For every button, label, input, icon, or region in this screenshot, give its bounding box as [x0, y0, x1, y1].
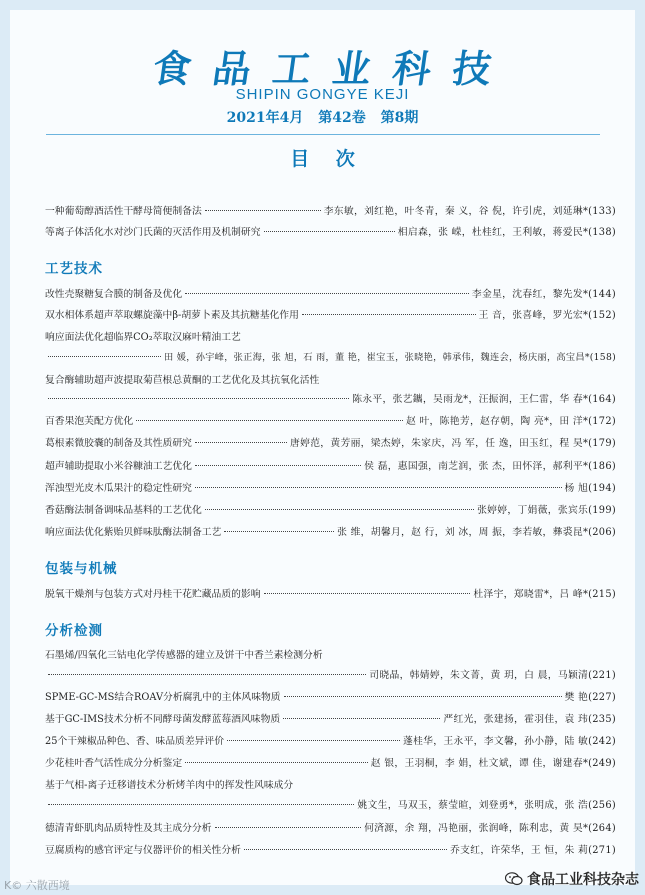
- toc-entry-author-line[interactable]: [45, 391, 616, 408]
- toc-entry-title-line[interactable]: [45, 777, 616, 794]
- entry-title: 豆腐质构的感官评定与仪器评价的相关性分析: [45, 845, 241, 856]
- dot-leader: [195, 442, 287, 443]
- entry-authors: 樊 艳(227): [564, 692, 616, 703]
- entry-title: SPME-GC-MS结合ROAV分析腐乳中的主体风味物质: [45, 692, 281, 703]
- toc-entry[interactable]: [45, 435, 616, 452]
- entry-title: 响应面法优化超临界CO₂萃取汉麻叶精油工艺: [45, 332, 241, 343]
- dot-leader: [244, 849, 447, 850]
- toc-entry[interactable]: [45, 203, 616, 220]
- issue-volume: 第42卷: [318, 110, 366, 126]
- toc-entry[interactable]: [45, 307, 616, 324]
- toc-entry[interactable]: [45, 458, 616, 475]
- dot-leader: [48, 804, 354, 805]
- journal-pinyin: SHIPIN GONGYE KEJI: [235, 86, 410, 103]
- entry-title: 响应面法优化紫贻贝鲜味肽酶法制备工艺: [45, 527, 222, 538]
- dot-leader: [205, 509, 474, 510]
- dot-leader: [224, 531, 334, 532]
- entry-title: 少花桂叶香气活性成分分析鉴定: [45, 758, 183, 769]
- header-divider: [46, 134, 600, 135]
- toc-entry-title-line[interactable]: [45, 372, 616, 389]
- entry-title: 石墨烯/四氧化三钴电化学传感器的建立及饼干中香兰素检测分析: [45, 650, 323, 661]
- toc-entry[interactable]: [45, 480, 616, 497]
- toc-entry[interactable]: [45, 820, 616, 837]
- toc-entry-author-line[interactable]: [45, 667, 616, 684]
- issue-number: 第8期: [380, 110, 419, 126]
- entry-authors: 张婷婷，丁娟薇，张宾乐(199): [477, 505, 616, 516]
- entry-title: 一种葡萄醇酒活性干酵母简便制备法: [45, 206, 202, 217]
- entry-title: 等离子体活化水对沙门氏菌的灭活作用及机制研究: [45, 227, 261, 238]
- entry-authors: 李金星，沈春红，黎先发*(144): [471, 289, 616, 300]
- entry-title: 葛根素微胶囊的制备及其性质研究: [45, 438, 192, 449]
- section-heading-process: 工艺技术: [45, 261, 103, 277]
- toc-entry[interactable]: [45, 224, 616, 241]
- wechat-icon: [505, 872, 523, 886]
- dot-leader: [215, 827, 362, 828]
- entry-title: 改性壳聚糖复合膜的制备及优化: [45, 289, 183, 300]
- toc-entry[interactable]: [45, 502, 616, 519]
- section-heading-packaging: 包装与机械: [45, 561, 118, 577]
- dot-leader: [48, 356, 161, 357]
- entry-authors: 姚文生，马双玉，蔡莹暄，刘登勇*，张明成，张 浩(256): [357, 800, 616, 811]
- toc-entry[interactable]: [45, 755, 616, 772]
- entry-authors: 田 媛，孙宇峰，张正海，张 旭，石 雨，董 艳，崔宝玉，张晓艳，韩承伟，魏连会，杨庆丽，高宝昌*(158): [164, 352, 616, 363]
- wechat-account-name: 食品工业科技杂志: [527, 872, 639, 888]
- entry-title: 双水相体系超声萃取螺旋藻中β-胡萝卜素及其抗糖基化作用: [45, 310, 299, 321]
- dot-leader: [264, 231, 395, 232]
- entry-authors: 相启森，张 嵘，杜桂红，王利敏，蒋爱民*(138): [397, 227, 616, 238]
- toc-entry[interactable]: [45, 586, 616, 603]
- entry-title: 超声辅助提取小米谷糠油工艺优化: [45, 461, 192, 472]
- dot-leader: [48, 398, 349, 399]
- entry-authors: 乔支红，许荣华，王 恒，朱 莉(271): [450, 845, 616, 856]
- watermark-left: K© 六散西境: [4, 879, 70, 892]
- dot-leader: [48, 674, 366, 675]
- entry-authors: 张 维，胡馨月，赵 行，刘 冰，周 振，李若敏，彝裘昆*(206): [337, 527, 616, 538]
- entry-authors: 赵 叶，陈艳芳，赵存朝，陶 亮*，田 洋*(172): [405, 416, 616, 427]
- entry-authors: 王 音，张喜峰，罗光宏*(152): [478, 310, 616, 321]
- dot-leader: [302, 314, 476, 315]
- entry-authors: 司晓晶，韩婧婷，朱文菁，黄 玥，白 晨，马颖清(221): [369, 670, 616, 681]
- entry-authors: 杜泽宇，郑晓雷*，吕 峰*(215): [473, 589, 616, 600]
- toc-entry-title-line[interactable]: [45, 329, 616, 346]
- toc-entry[interactable]: [45, 711, 616, 728]
- entry-title: 基于GC-IMS技术分析不同酵母菌发酵蓝莓酒风味物质: [45, 714, 281, 725]
- toc-entry-title-line[interactable]: [45, 647, 616, 664]
- toc-heading: 目 次: [290, 148, 365, 170]
- issue-line: [0, 107, 645, 127]
- entry-authors: 赵 银，王羽桐，李 娟，杜文斌，谭 佳，谢建春*(249): [370, 758, 616, 769]
- entry-authors: 唐婷范，黄芳丽，梁杰婷，朱家庆，冯 军，任 逸，田玉红，程 昊*(179): [290, 438, 616, 449]
- issue-date: 2021年4月: [226, 110, 304, 126]
- toc-entry[interactable]: [45, 524, 616, 541]
- toc-entry[interactable]: [45, 689, 616, 706]
- dot-leader: [185, 762, 368, 763]
- dot-leader: [284, 696, 562, 697]
- dot-leader: [136, 420, 403, 421]
- dot-leader: [283, 718, 440, 719]
- entry-authors: 严红光，张建扬，霍羽佳，袁 玮(235): [443, 714, 616, 725]
- entry-title: 25个干辣椒品种色、香、味品质差异评价: [45, 736, 225, 747]
- entry-authors: 李东敏，刘红艳，叶冬青，秦 义，谷 倪，许引虎，刘延琳*(133): [323, 206, 616, 217]
- toc-entry[interactable]: [45, 413, 616, 430]
- entry-authors: 侯 磊，惠国强，南芝润，张 杰，田怀泽，郝利平*(186): [364, 461, 616, 472]
- dot-leader: [195, 465, 361, 466]
- journal-title: 食品工业科技: [149, 47, 517, 91]
- toc-entry[interactable]: [45, 733, 616, 750]
- entry-authors: 杨 旭(194): [564, 483, 616, 494]
- entry-title: 复合酶辅助超声波提取菊苣根总黄酮的工艺优化及其抗氧化活性: [45, 375, 320, 386]
- entry-title: 脱氧干燥剂与包装方式对丹桂干花贮藏品质的影响: [45, 589, 261, 600]
- dot-leader: [195, 487, 562, 488]
- wechat-watermark: [505, 869, 639, 889]
- dot-leader: [185, 293, 469, 294]
- toc-entry-author-line[interactable]: [45, 349, 616, 366]
- dot-leader: [205, 210, 321, 211]
- entry-title: 浑浊型光皮木瓜果汁的稳定性研究: [45, 483, 192, 494]
- entry-title: 香菇酶法制备调味品基料的工艺优化: [45, 505, 202, 516]
- entry-title: 德清青虾肌肉品质特性及其主成分分析: [45, 823, 212, 834]
- dot-leader: [227, 740, 400, 741]
- toc-entry-author-line[interactable]: [45, 797, 616, 814]
- toc-entry[interactable]: [45, 842, 616, 859]
- section-heading-analysis: 分析检测: [45, 623, 103, 639]
- dot-leader: [264, 593, 471, 594]
- toc-entry[interactable]: [45, 286, 616, 303]
- entry-authors: 何済源，余 翔，冯艳丽，张润峰，陈利忠，黄 昊*(264): [364, 823, 616, 834]
- entry-authors: 陈永平，张艺鑴，吴雨龙*，汪振润，王仁雷，华 春*(164): [352, 394, 616, 405]
- entry-authors: 蓬桂华，王永平，李文馨，孙小静，陆 敏(242): [402, 736, 616, 747]
- entry-title: 基于气相-离子迁移谱技术分析烤羊肉中的挥发性风味成分: [45, 780, 294, 791]
- entry-title: 百香果泡芙配方优化: [45, 416, 134, 427]
